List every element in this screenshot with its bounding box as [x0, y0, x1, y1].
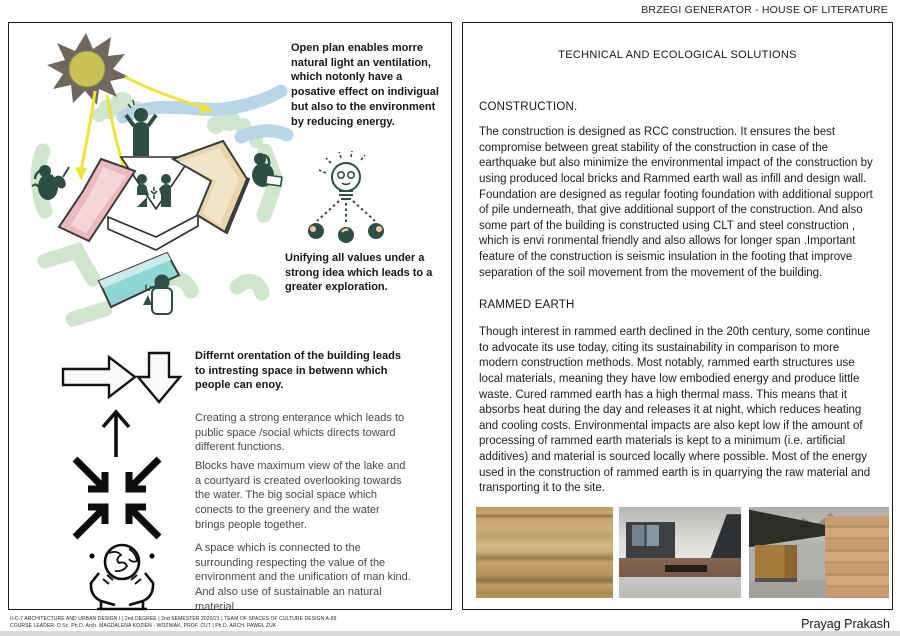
sketch-down-arrow-icon — [138, 353, 180, 402]
page-title: BRZEGI GENERATOR - HOUSE OF LITERATURE — [641, 4, 888, 16]
earth-care-icon — [79, 539, 165, 611]
photo-rammed-earth-corner — [749, 507, 889, 598]
space-text: A space which is connected to the surrounding respecting the value of the environment and the unification of man kind. And also use of sustainable an natural material — [195, 542, 411, 613]
left-panel-concept-diagrams — [8, 22, 452, 613]
credits-line1: II-C-7 ARCHITECTURE AND URBAN DESIGN I | 2nd DEGREE | 2nd SEMESTER 2020/21 | TEAM OF SPACES OF CULTURE DESIGN A-89 — [10, 616, 337, 622]
open-plan-text: Open plan enables morre natural light an ventilation, which notonly have a posative effect on indivigual but also to the environment by reducing energy. — [291, 42, 439, 128]
section-title: TECHNICAL AND ECOLOGICAL SOLUTIONS — [558, 49, 797, 61]
bottom-edge-strip — [0, 631, 900, 636]
sketch-right-arrow-icon — [63, 357, 135, 397]
author-name: Prayag Prakash — [801, 617, 890, 631]
entrance-text: Creating a strong enterance which leads to public space /social whicts directs toward different functions. — [195, 412, 405, 454]
rammed-earth-heading: RAMMED EARTH — [479, 299, 575, 311]
photo3-deck — [755, 578, 797, 582]
photo-rammed-earth-texture — [476, 507, 613, 598]
orientation-text: Differnt orentation of the building leads to intresting space in betwenn which people can enoy. — [195, 350, 401, 392]
up-arrow-icon — [97, 405, 135, 459]
figure-musician — [38, 165, 69, 200]
photo3-earth-wall — [825, 516, 889, 598]
photo3-roof — [749, 507, 836, 551]
photo2-building — [626, 522, 675, 560]
photo3-ground — [749, 580, 826, 598]
direction-arrows — [57, 347, 185, 409]
course-credits — [10, 616, 337, 629]
credits-line2: COURSE LEADER: D.Sc. Ph.D. Arch. MAGDALENA KOZIEŃ - WOŹNIAK, PROF. CUT | Ph.D. ARCH. PAWEŁ ŻUK — [10, 622, 277, 629]
central-plaza — [121, 157, 191, 209]
concept-illustration — [13, 29, 301, 345]
photo2-ground — [619, 577, 741, 598]
right-panel-technical-text — [462, 22, 893, 610]
courtyard-outline — [108, 215, 198, 250]
idea-bulb-team-icon — [301, 151, 393, 247]
rammed-earth-paragraph: Though interest in rammed earth declined in the 20th century, some continue to advocate its use today, citing its sustainability in comparison to more modern construction methods. Most notably, rammed earth structures use local materials, meaning they have low embodied energy and produce little waste. Cured rammed earth has a high thermal mass. This means that it absorbs heat during the day and releases it at night, which reduces heating and cooling costs. Environmental impacts are also kept low if the amount of processing of rammed earth materials is kept to a minimum (i.e. artificial additives) and material is sourced locally where possible. Most of the energy used in the construction of rammed earth is in quarrying the raw material and transporting it to the site. — [479, 326, 871, 495]
photo3-wood-structure — [755, 545, 797, 580]
photo2-window — [632, 525, 659, 546]
construction-paragraph: The construction is designed as RCC construction. It ensures the best compromise between great stability of the construction in case of the earthquake but also minimize the environmental impact of the construction by using produced local bricks and Rammed earth wall as infill and design wall. Foundation are designed as regular footing foundation with additional support of pile underneath, that give additional support of the construction. And also some part of the building is constructed using CLT and steel construction , which is envi ronmental friendly and also allows for longer span .Important feature of the construction is seismic insulation in the footing that improve separation of the soil movement from the movement of the building. — [479, 126, 873, 279]
unifying-text: Unifying all values under a strong idea which leads to a greater exploration. — [285, 252, 433, 294]
photo-rammed-earth-wall-building — [619, 507, 741, 598]
photo2-wall-opening — [665, 565, 706, 571]
construction-heading: CONSTRUCTION. — [479, 101, 578, 113]
building-block-tan — [173, 141, 249, 233]
blocks-text: Blocks have maximum view of the lake and a courtyard is created overlooking towards the water. The big social space which conects to the greenery and the water brings people together. — [195, 460, 406, 531]
converge-arrows-icon — [69, 453, 165, 543]
photo2-roof-diagonal — [709, 514, 741, 561]
